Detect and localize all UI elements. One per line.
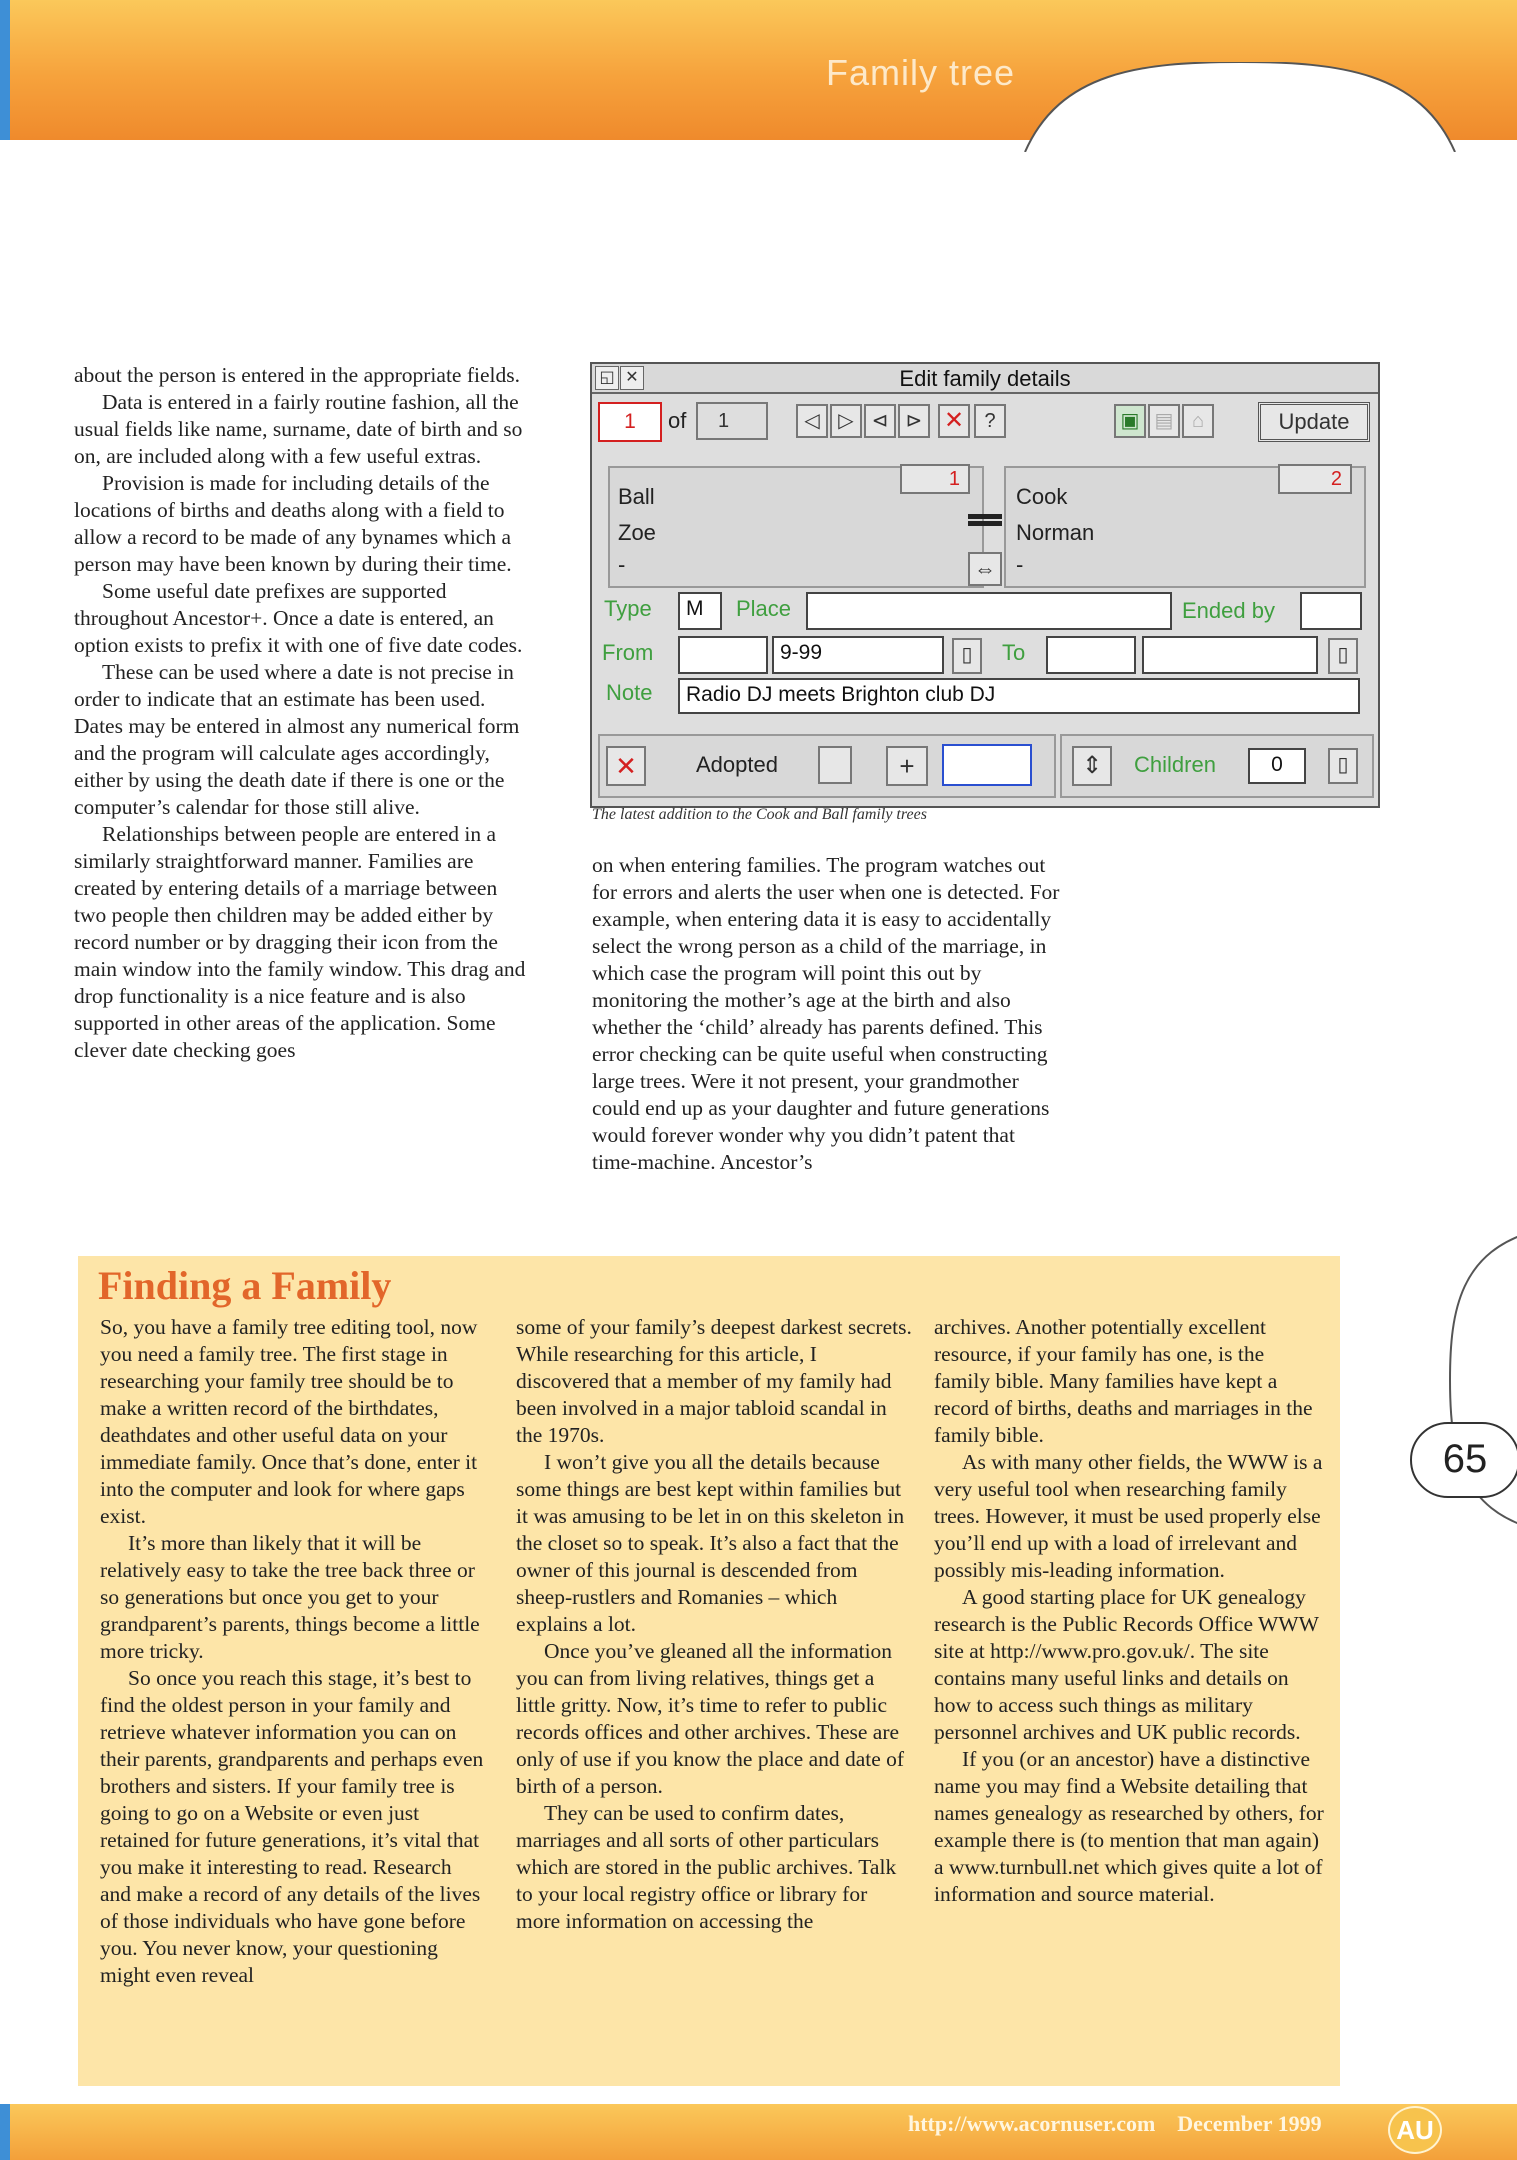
last-icon[interactable]: ⊳ (898, 404, 930, 438)
partner-1-forename: Zoe (618, 520, 656, 545)
window-title: Edit family details (899, 366, 1071, 391)
box-title: Finding a Family (98, 1263, 392, 1308)
partner-2-number[interactable]: 2 (1278, 464, 1352, 494)
acorn-user-logo: AU (1388, 2106, 1442, 2154)
paragraph: on when entering families. The program watches out for errors and alerts the user when one is detected. For example, when entering data it is easy to accidentally select the wrong person as a child of the marriage, in which case the program will point this out by monitoring the mother’s age at the birth and also whether the ‘child’ already has parents defined. This error checking can be quite useful when constructing large trees. Were it not present, your grandmother could end up as your daughter and future generations would forever wonder why you didn’t patent that time-machine. Ancestor’s (592, 853, 1060, 1174)
children-panel (1060, 734, 1374, 798)
footer-edge (0, 2104, 10, 2160)
paragraph: Once you’ve gleaned all the information you can from living relatives, things get a little gritty. Now, it’s time to refer to public records offices and other archives. These are only of use if you know the place and date of birth of a person. (516, 1639, 905, 1798)
box-column-1 (100, 1314, 486, 1989)
partner-1-surname: Ball (618, 484, 655, 509)
left-column (74, 362, 534, 1064)
to-date-input[interactable] (1142, 636, 1318, 674)
paragraph: If you (or an ancestor) have a distinctive name you may find a Website detailing that names genealogy as researched by others, for example there is (to mention that man again) a www.turnbull.net which gives quite a lot of information and source material. (934, 1747, 1324, 1906)
header-edge (0, 0, 10, 140)
type-input[interactable]: M (678, 592, 722, 630)
note-label: Note (606, 680, 653, 705)
swap-icon[interactable]: ⇔ (968, 552, 1002, 586)
record-number-input[interactable]: 1 (598, 402, 662, 442)
to-calendar-icon[interactable]: ▯ (1328, 638, 1358, 674)
middle-column (592, 852, 1062, 1176)
footer-text (908, 2111, 1322, 2137)
previous-icon[interactable]: ◁ (796, 404, 828, 438)
paragraph: Provision is made for including details of the locations of births and deaths along with a field to allow a record to be made of any bynames which a person may have been known by during their time. (74, 471, 512, 576)
paragraph: So, you have a family tree editing tool, now you need a family tree. The first stage in researching your family tree should be to make a written record of the birthdates, deathdates and other useful data on your immediate family. Once that’s done, enter it into the computer and look for where gaps exist. (100, 1315, 478, 1528)
partner-1-extra: - (618, 552, 626, 577)
reorder-icon[interactable]: ⇕ (1072, 746, 1112, 786)
page-number: 65 (1410, 1422, 1517, 1498)
to-prefix-input[interactable] (1046, 636, 1136, 674)
paragraph: I won’t give you all the details because some things are best kept within families but it was amusing to be let in on this skeleton in the closet so to speak. It’s also a fact that the owner of this journal is descended from sheep-rustlers and Romanies – which explains a lot. (516, 1450, 905, 1636)
first-icon[interactable]: ⊲ (864, 404, 896, 438)
partner-2-forename: Norman (1016, 520, 1095, 545)
partner-1-panel (608, 466, 984, 588)
print-icon[interactable]: ▤ (1148, 404, 1180, 438)
delete-icon[interactable]: ✕ (938, 404, 970, 438)
footer-url[interactable]: http://www.acornuser.com (908, 2111, 1156, 2136)
section-title: Family tree (826, 52, 1016, 93)
paragraph: Data is entered in a fairly routine fashion, all the usual fields like name, surname, date of birth and so on, are included along with a few useful extras. (74, 390, 523, 468)
home-icon[interactable]: ⌂ (1182, 404, 1214, 438)
from-prefix-input[interactable] (678, 636, 768, 674)
paragraph: some of your family’s deepest darkest secrets. While researching for this article, I discovered that a member of my family had been involved in a major tabloid scandal in the 1970s. (516, 1315, 912, 1447)
window-titlebar[interactable] (592, 364, 1378, 394)
box-column-3 (934, 1314, 1324, 1908)
paragraph: They can be used to confirm dates, marriages and all sorts of other particulars which are stored in the public archives. Talk to your local registry office or library for more information on accessing the (516, 1801, 897, 1933)
paragraph: It’s more than likely that it will be relatively easy to take the tree back three or so generations but once you get to your grandparent’s parents, things become a little more tricky. (100, 1531, 480, 1663)
paragraph: A good starting place for UK genealogy research is the Public Records Office WWW site at http://www.pro.gov.uk/. The site contains many useful links and details on how to access such things as military personnel archives and UK public records. (934, 1585, 1319, 1744)
partner-2-surname: Cook (1016, 484, 1068, 509)
equals-icon (968, 514, 1002, 526)
header-tab-curve (1020, 62, 1460, 222)
paragraph: These can be used where a date is not precise in order to indicate that an estimate has been used. Dates may be entered in almost any numerical form and the program will calculate ages accordingly, either by using the death date if there is one or the computer’s calendar for those still alive. (74, 660, 520, 819)
from-calendar-icon[interactable]: ▯ (952, 638, 982, 674)
to-label: To (1002, 640, 1026, 665)
partner-2-panel (1004, 466, 1366, 588)
children-label: Children (1134, 752, 1216, 777)
finding-a-family-box (78, 1256, 1340, 2086)
record-total: 1 (696, 402, 768, 440)
paragraph: Some useful date prefixes are supported throughout Ancestor+. Once a date is entered, an option exists to prefix it with one of five date codes. (74, 579, 523, 657)
note-input[interactable]: Radio DJ meets Brighton club DJ (678, 678, 1360, 714)
save-icon[interactable]: ▣ (1114, 404, 1146, 438)
adopted-label: Adopted (696, 752, 778, 777)
remove-child-icon[interactable]: ✕ (606, 746, 646, 786)
place-input[interactable] (806, 592, 1172, 630)
paragraph: So once you reach this stage, it’s best to find the oldest person in your family and retrieve whatever information you can on their parents, grandparents and perhaps even brothers and sisters. If your family tree is going to go on a Website or even just retained for future generations, it’s vital that you make it interesting to read. Research and make a record of any details of the lives of those individuals who have gone before you. You never know, your questioning might even reveal (100, 1666, 484, 1987)
place-label: Place (736, 596, 792, 621)
edit-family-window (590, 362, 1380, 808)
adopted-checkbox[interactable] (818, 746, 852, 784)
from-label: From (602, 640, 654, 665)
partner-1-number[interactable]: 1 (900, 464, 970, 494)
add-child-button[interactable]: + (886, 746, 928, 786)
adopted-panel (598, 734, 1056, 798)
paragraph: archives. Another potentially excellent resource, if your family has one, is the family bible. Many families have kept a record of births, deaths and marriages in the family bible. (934, 1315, 1313, 1447)
paragraph: As with many other fields, the WWW is a very useful tool when researching family trees. However, it must be used properly else you’ll end up with a load of irrelevant and possibly mis-leading information. (934, 1450, 1323, 1582)
update-button[interactable]: Update (1258, 402, 1370, 442)
from-date-input[interactable]: 9-99 (772, 636, 944, 674)
help-button[interactable]: ? (974, 404, 1006, 438)
footer-date: December 1999 (1177, 2111, 1322, 2136)
partner-2-extra: - (1016, 552, 1024, 577)
close-icon[interactable]: ✕ (620, 366, 644, 390)
ended-by-label: Ended by (1182, 598, 1275, 623)
box-column-2 (516, 1314, 912, 1935)
child-number-input[interactable] (942, 744, 1032, 786)
children-count: 0 (1248, 748, 1306, 784)
ended-by-input[interactable] (1300, 592, 1362, 630)
figure-caption: The latest addition to the Cook and Ball family trees (592, 806, 927, 823)
children-list-icon[interactable]: ▯ (1328, 748, 1358, 784)
of-label: of (668, 408, 687, 433)
type-label: Type (604, 596, 652, 621)
next-icon[interactable]: ▷ (830, 404, 862, 438)
paragraph: about the person is entered in the appropriate fields. (74, 363, 520, 387)
back-icon[interactable]: ◱ (595, 366, 619, 390)
paragraph: Relationships between people are entered in a similarly straightforward manner. Families are created by entering details of a marriage between two people then children may be added either by record number or by dragging their icon from the main window into the family window. This drag and drop functionality is a nice feature and is also supported in other areas of the application. Some clever date checking goes (74, 822, 526, 1062)
